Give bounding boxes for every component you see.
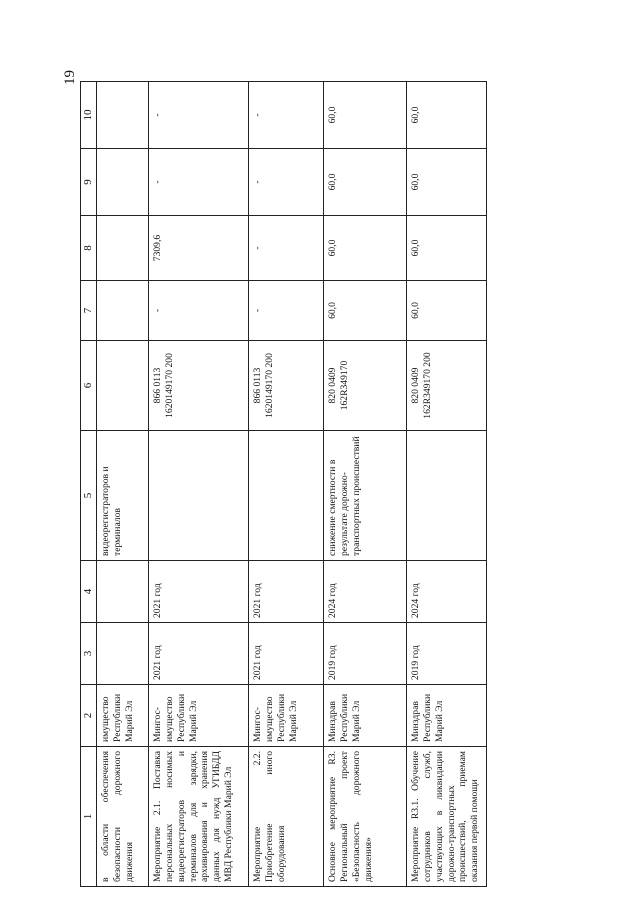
cell-col3: 2019 год	[407, 623, 487, 685]
cell-col2: имущество Республики Марий Эл	[97, 685, 149, 747]
cell-col1: в области обеспечения безопасности дорожного движения	[97, 747, 149, 887]
cell-col7: 60,0	[324, 281, 407, 341]
cell-col9: 60,0	[324, 149, 407, 216]
cell-col1: Мероприятие 2.2. Приобретение иного оборудования	[249, 747, 324, 887]
cell-col2: Мингос-имущество Республики Марий Эл	[249, 685, 324, 747]
cell-col1: Мероприятие R3.1. Обучение сотрудников служб, участвующих в ликвидации дорожно-транспортных происшествий, приемам оказания первой помощи	[407, 747, 487, 887]
table-row	[249, 82, 324, 887]
cell-col10: -	[249, 82, 324, 149]
cell-col3: 2019 год	[324, 623, 407, 685]
cell-col5	[149, 431, 249, 561]
cell-col5	[249, 431, 324, 561]
cell-col5: снижение смертности в результате дорожно-транспортных происшествий	[324, 431, 407, 561]
cell-col9: -	[149, 149, 249, 216]
cell-col4	[97, 561, 149, 623]
cell-col6: 820 0409 162R349170 200	[407, 341, 487, 431]
cell-col4: 2024 год	[324, 561, 407, 623]
cell-col8: 7309,6	[149, 216, 249, 281]
cell-col5	[407, 431, 487, 561]
header-cell-col1: 1	[81, 747, 97, 887]
cell-col10	[97, 82, 149, 149]
header-row	[81, 82, 97, 887]
cell-col7: -	[149, 281, 249, 341]
cell-col7: 60,0	[407, 281, 487, 341]
header-cell-col5: 5	[81, 431, 97, 561]
cell-col1: Основное мероприятие R3. Региональный проект «Безопасность дорожного движения»	[324, 747, 407, 887]
cell-col5: видеорегистраторов и терминалов	[97, 431, 149, 561]
cell-col6: 866 0113 1620149170 200	[249, 341, 324, 431]
header-cell-col6: 6	[81, 341, 97, 431]
cell-col4: 2021 год	[249, 561, 324, 623]
cell-col9	[97, 149, 149, 216]
page-number: 19	[62, 70, 78, 85]
cell-col7: -	[249, 281, 324, 341]
header-cell-col7: 7	[81, 281, 97, 341]
cell-col8: -	[249, 216, 324, 281]
cell-col7	[97, 281, 149, 341]
header-cell-col9: 9	[81, 149, 97, 216]
header-cell-col3: 3	[81, 623, 97, 685]
cell-col10: 60,0	[324, 82, 407, 149]
cell-col2: Минздрав Республики Марий Эл	[324, 685, 407, 747]
cell-col8: 60,0	[407, 216, 487, 281]
cell-col3: 2021 год	[249, 623, 324, 685]
header-cell-col2: 2	[81, 685, 97, 747]
cell-col3	[97, 623, 149, 685]
cell-col6	[97, 341, 149, 431]
cell-col9: 60,0	[407, 149, 487, 216]
table-row	[324, 82, 407, 887]
cell-col4: 2024 год	[407, 561, 487, 623]
cell-col6: 866 0113 1620149170 200	[149, 341, 249, 431]
cell-col3: 2021 год	[149, 623, 249, 685]
measures-table	[80, 81, 487, 887]
cell-col10: 60,0	[407, 82, 487, 149]
table-row	[149, 82, 249, 887]
header-cell-col8: 8	[81, 216, 97, 281]
header-cell-col4: 4	[81, 561, 97, 623]
table-row	[97, 82, 149, 887]
cell-col6: 820 0409 162R349170	[324, 341, 407, 431]
cell-col10: -	[149, 82, 249, 149]
cell-col2: Мингос-имущество Республики Марий Эл	[149, 685, 249, 747]
header-cell-col10: 10	[81, 82, 97, 149]
cell-col9: -	[249, 149, 324, 216]
cell-col1: Мероприятие 2.1. Поставка персональных носимых видеорегистраторов и терминалов для зарядки, архивирования и хранения данных для нужд УГИБДД МВД Республики Марий Эл	[149, 747, 249, 887]
cell-col8	[97, 216, 149, 281]
cell-col8: 60,0	[324, 216, 407, 281]
table-row	[407, 82, 487, 887]
cell-col4: 2021 год	[149, 561, 249, 623]
cell-col2: Минздрав Республики Марий Эл	[407, 685, 487, 747]
